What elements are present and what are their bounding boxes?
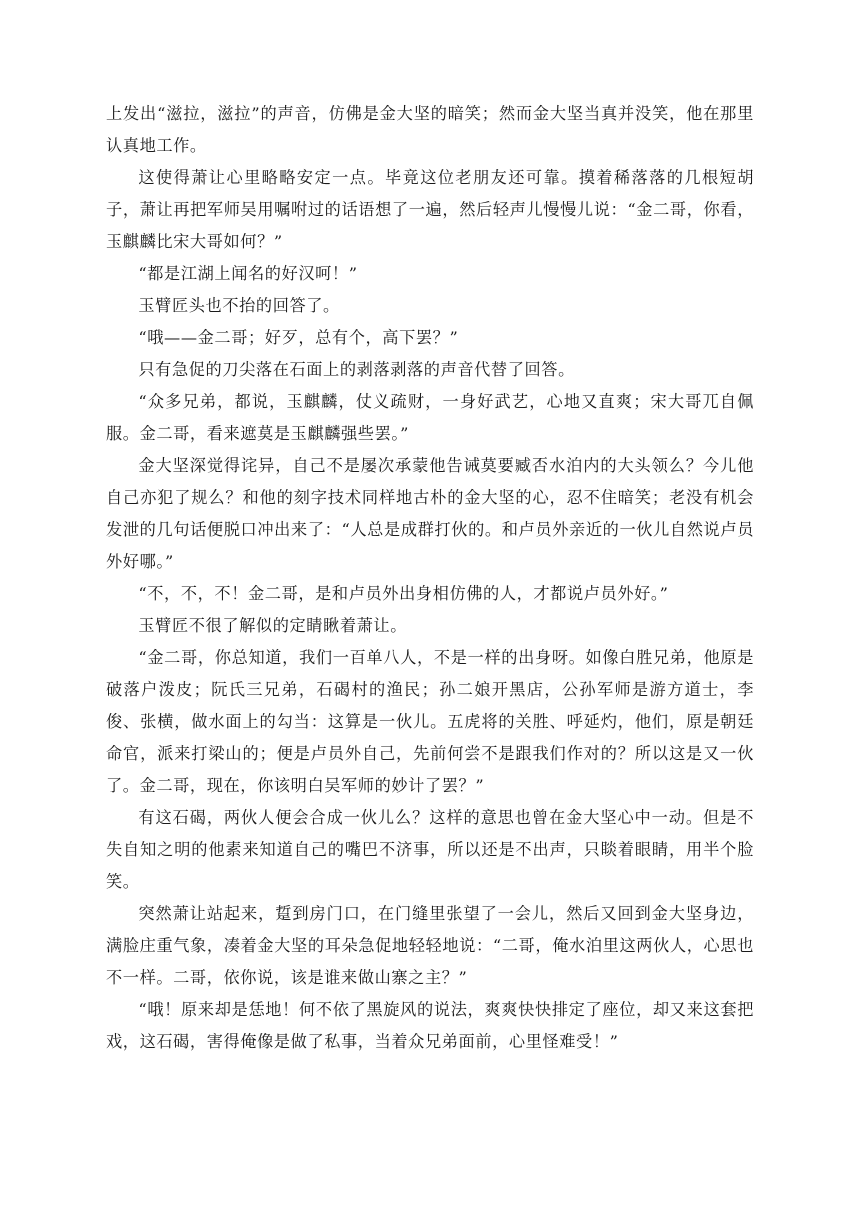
paragraph: 这使得萧让心里略略安定一点。毕竟这位老朋友还可靠。摸着稀落落的几根短胡子，萧让再把军师吴用嘱咐过的话语想了一遍，然后轻声儿慢慢儿说：“金二哥，你看，玉麒麟比宋大哥如何？” [106,168,754,251]
paragraph: 只有急促的刀尖落在石面上的剥落剥落的声音代替了回答。 [138,360,575,379]
paragraph: 玉臂匠头也不抬的回答了。 [138,296,340,315]
paragraph: 金大坚深觉得诧异，自己不是屡次承蒙他告诫莫要臧否水泊内的大头领么？今儿他自己亦犯了规么？和他的刻字技术同样地古朴的金大坚的心，忍不住暗笑；老没有机会发泄的几句话便脱口冲出来了：“人总是成群打伙的。和卢员外亲近的一伙儿自然说卢员外好哪。” [106,456,754,571]
paragraph: “哦！原来却是恁地！何不依了黑旋风的说法，爽爽快快排定了座位，却又来这套把戏，这石碣，害得俺像是做了私事，当着众兄弟面前，心里怪难受！” [106,1000,754,1051]
paragraph: “不，不，不！金二哥，是和卢员外出身相仿佛的人，才都说卢员外好。” [138,584,669,603]
paragraph: “哦——金二哥；好歹，总有个，高下罢？” [138,328,459,347]
paragraph: 有这石碣，两伙人便会合成一伙儿么？这样的意思也曾在金大坚心中一动。但是不失自知之明的他素来知道自己的嘴巴不济事，所以还是不出声，只睒着眼睛，用半个脸笑。 [106,808,754,891]
paragraph: “都是江湖上闻名的好汉呵！” [138,264,358,283]
paragraph-continued: 上发出“滋拉，滋拉”的声音，仿佛是金大坚的暗笑；然而金大坚当真并没笑，他在那里认真地工作。 [106,104,754,155]
paragraph: “金二哥，你总知道，我们一百单八人，不是一样的出身呀。如像白胜兄弟，他原是破落户泼皮；阮氏三兄弟，石碣村的渔民；孙二娘开黑店，公孙军师是游方道士，李俊、张横，做水面上的勾当：这算是一伙儿。五虎将的关胜、呼延灼，他们，原是朝廷命官，派来打梁山的；便是卢员外自己，先前何尝不是跟我们作对的？所以这是又一伙了。金二哥，现在，你该明白吴军师的妙计了罢？” [106,648,754,795]
paragraph: “众多兄弟，都说，玉麒麟，仗义疏财，一身好武艺，心地又直爽；宋大哥兀自佩服。金二哥，看来遮莫是玉麒麟强些罢。” [106,392,754,443]
story-text [106,98,754,1058]
paragraph: 玉臂匠不很了解似的定睛瞅着萧让。 [138,616,407,635]
paragraph: 突然萧让站起来，踅到房门口，在门缝里张望了一会儿，然后又回到金大坚身边，满脸庄重气象，凑着金大坚的耳朵急促地轻轻地说：“二哥，俺水泊里这两伙人，心思也不一样。二哥，依你说，该是谁来做山寨之主？” [106,904,754,987]
